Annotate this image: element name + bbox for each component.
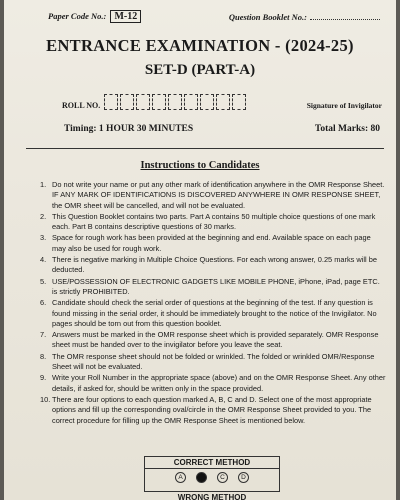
correct-method-label: CORRECT METHOD <box>145 457 279 469</box>
roll-box <box>184 94 198 110</box>
signature-label: Signature of Invigilator <box>306 101 382 110</box>
instructions-list <box>40 180 386 427</box>
total-marks: Total Marks: 80 <box>314 124 380 134</box>
booklet-label: Question Booklet No.: <box>228 11 307 22</box>
omr-option-c: C <box>217 472 228 483</box>
roll-box <box>200 94 214 110</box>
roll-box <box>104 94 118 110</box>
booklet-number-blank <box>310 19 380 20</box>
instruction-number: 1. <box>40 180 47 189</box>
instruction-text: There is negative marking in Multiple Choice Questions. For each wrong answer, 0.25 marks will be deducted. <box>52 255 377 275</box>
roll-row <box>62 94 382 110</box>
roll-box <box>136 94 150 110</box>
instruction-number: 6. <box>40 298 47 308</box>
roll-box <box>168 94 182 110</box>
roll-box <box>232 94 246 110</box>
instruction-item <box>40 394 386 426</box>
instruction-text: Do not write your name or put any other mark of identification anywhere in the OMR Response Sheet. IF ANY MARK OF IDENTIFICATIONS IS DISCOVERED ANYWHERE IN OMR RESPONSE SHEET, the OMR sheet will be cancelled, and will not be evaluated. <box>52 180 385 210</box>
paper-code <box>48 10 141 23</box>
question-booklet-page <box>4 0 396 500</box>
header-line <box>48 10 380 23</box>
omr-option-a: A <box>175 472 186 483</box>
instruction-number: 7. <box>40 330 47 340</box>
booklet-number <box>229 12 380 22</box>
wrong-method-label: WRONG METHOD <box>144 491 280 500</box>
timing-row <box>64 124 380 134</box>
roll-box <box>120 94 134 110</box>
instruction-text: Space for rough work has been provided at the beginning and end. Available space on each page may also be used for rough work. <box>52 233 371 253</box>
instruction-item <box>40 233 386 254</box>
instruction-item <box>40 255 386 276</box>
omr-option-d: D <box>238 472 249 483</box>
instruction-text: Answers must be marked in the OMR response sheet which is provided separately. OMR Response sheet must be handed over to the invigilator before you leave the seat. <box>52 330 379 350</box>
instruction-text: Write your Roll Number in the appropriate space (above) and on the OMR Response Sheet. Any other details, if asked for, should be written only in the space provided. <box>52 373 386 393</box>
instruction-number: 2. <box>40 211 47 221</box>
roll-number-boxes <box>104 94 248 110</box>
instruction-text: This Question Booklet contains two parts. Part A contains 50 multiple choice questions of one mark each. Part B contains descriptive questions of 30 marks. <box>52 211 376 232</box>
instruction-item <box>40 373 386 394</box>
omr-options <box>145 472 279 483</box>
correct-method-box <box>144 456 280 492</box>
instruction-number: 3. <box>40 233 47 243</box>
instruction-item <box>40 298 386 329</box>
omr-option-b-filled <box>196 472 207 483</box>
instruction-number: 5. <box>40 276 47 286</box>
instruction-text: USE/POSSESSION OF ELECTRONIC GADGETS LIKE MOBILE PHONE, iPhone, iPad, page ETC. is strictly PROHIBITED. <box>52 276 380 296</box>
divider <box>26 148 384 149</box>
roll-label: ROLL NO. <box>62 101 101 110</box>
instruction-item <box>40 330 386 351</box>
exam-title: ENTRANCE EXAMINATION - (2024-25) <box>46 36 354 55</box>
instruction-text: The OMR response sheet should not be folded or wrinkled. The folded or wrinkled OMR/Response Sheet will not be evaluated. <box>52 351 375 372</box>
instruction-number: 10. <box>40 394 51 404</box>
instruction-text: There are four options to each question marked A, B, C and D. Select one of the most appropriate options and fill up the corresponding oval/circle in the OMR Response Sheet provided to you. The correct procedure for filling up the OMR Response Sheet is mentioned below. <box>52 394 372 425</box>
set-label: SET-D (PART-A) <box>144 62 256 78</box>
instruction-number: 4. <box>40 255 47 265</box>
instructions-title: Instructions to Candidates <box>140 160 260 171</box>
timing: Timing: 1 HOUR 30 MINUTES <box>64 124 194 134</box>
instruction-item <box>40 180 386 211</box>
roll-box <box>216 94 230 110</box>
instruction-item <box>40 276 386 298</box>
paper-code-label: Paper Code No.: <box>48 11 107 21</box>
paper-code-value: M-12 <box>110 10 141 23</box>
roll-box <box>152 94 166 110</box>
instruction-number: 9. <box>40 373 47 383</box>
instruction-item <box>40 211 386 233</box>
instruction-text: Candidate should check the serial order of questions at the beginning of the test. If any question is found missing in the serial order, it should be immediately brought to the notice of the Invigilator. No pages should be torn out from this question booklet. <box>52 298 377 328</box>
instruction-number: 8. <box>40 351 47 361</box>
instruction-item <box>40 351 386 373</box>
